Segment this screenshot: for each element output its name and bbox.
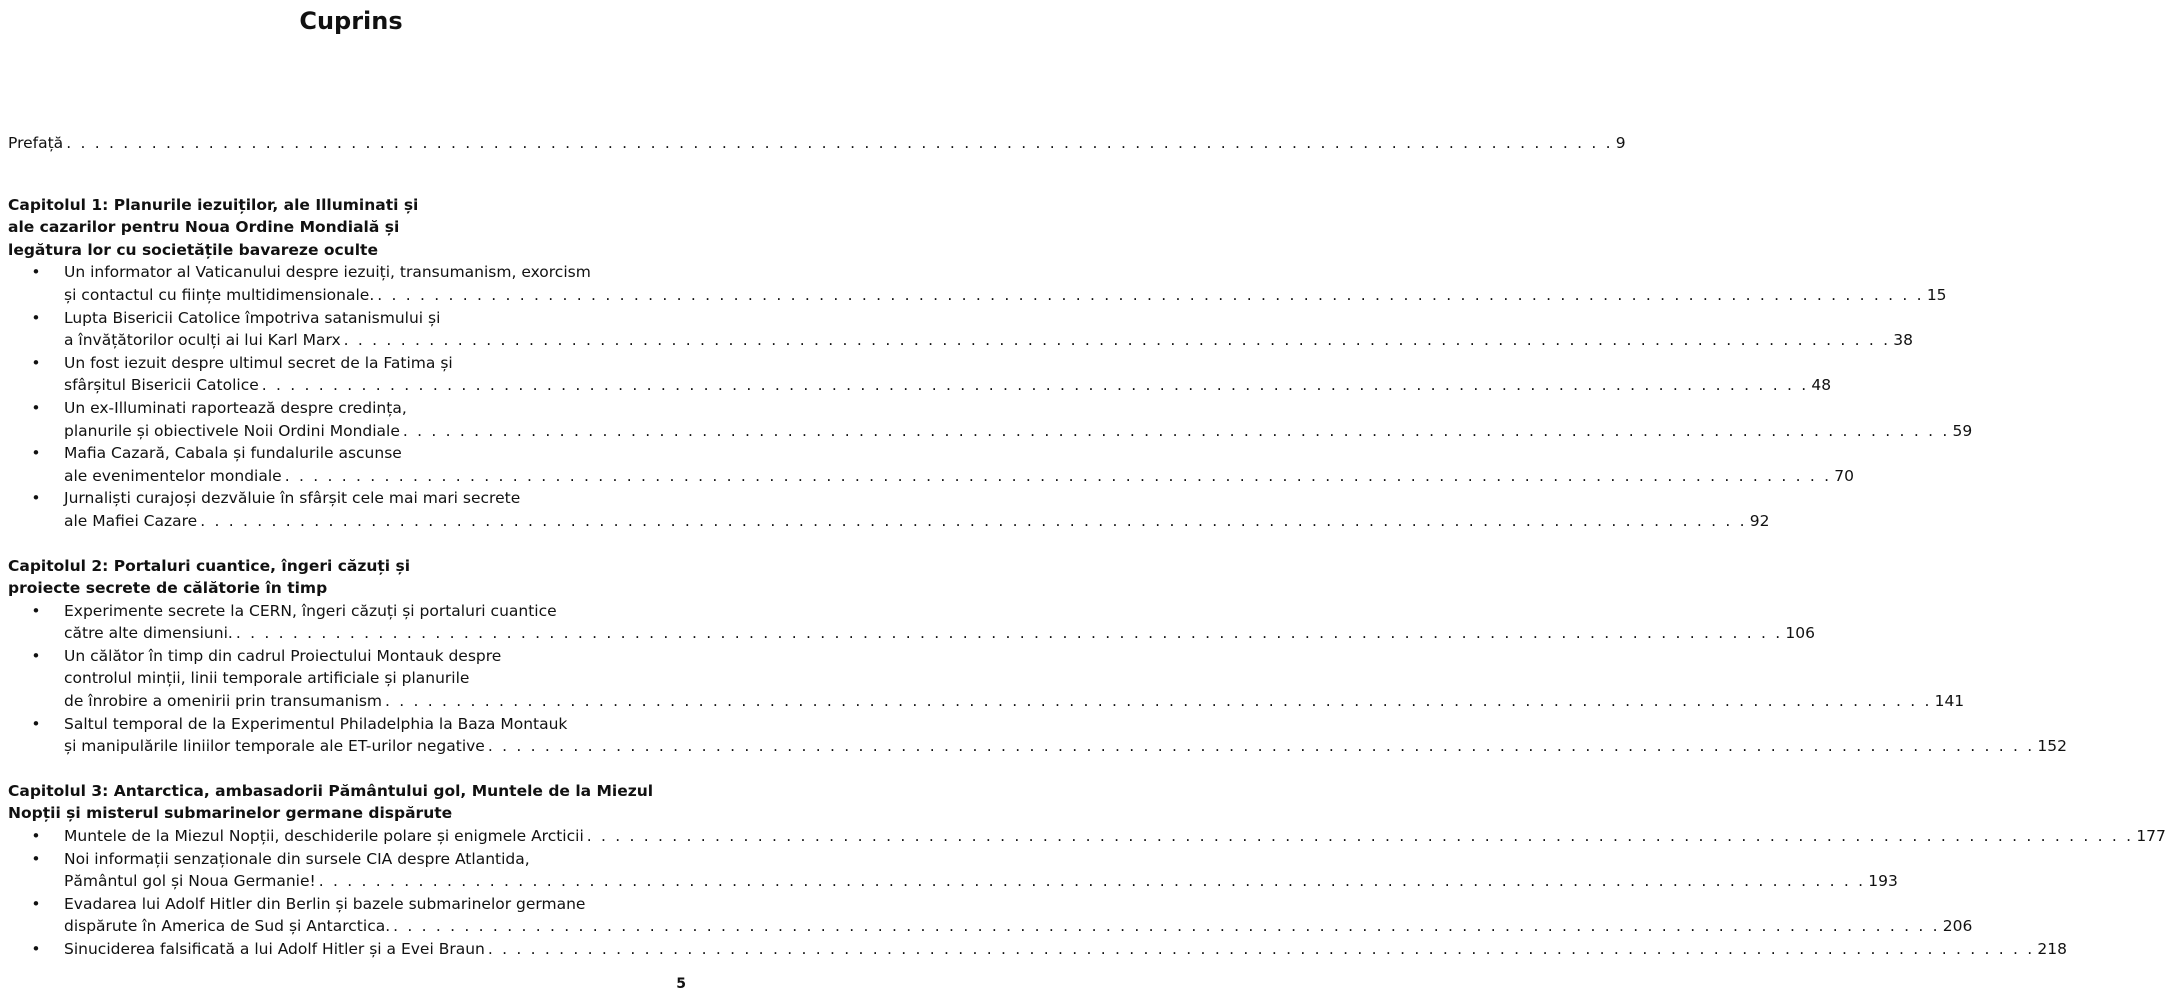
toc-entry-text: către alte dimensiuni. [64, 624, 233, 643]
toc-item-final-line [64, 465, 1854, 488]
toc-item[interactable] [8, 261, 1947, 306]
page-number: 92 [1749, 511, 1770, 530]
bullet-icon: • [31, 398, 41, 417]
toc-entry-text: planurile și obiectivele Noii Ordini Mondiale [64, 421, 400, 440]
toc-item-final-line [64, 374, 1831, 397]
dot-leader [344, 329, 1891, 352]
toc-item[interactable] [8, 645, 1965, 713]
bullet-icon: • [31, 263, 41, 282]
page-number: 152 [2037, 737, 2068, 756]
toc-item-final-line [64, 735, 2067, 758]
chapter-title-line: Capitolul 1: Planurile iezuiților, ale Illuminati și [8, 195, 419, 214]
page-number: 70 [1834, 466, 1854, 485]
chapter-title-line: proiecte secrete de călătorie în timp [8, 579, 328, 598]
bullet-icon: • [31, 940, 41, 958]
toc-item-final-line [64, 825, 2166, 848]
page-number: 9 [1615, 134, 1626, 152]
toc-item-line: Un ex-Illuminati raportează despre credința, [64, 398, 407, 417]
toc-item-final-line [64, 622, 1815, 645]
toc-item-final-line [64, 870, 1898, 893]
page-number: 141 [1934, 692, 1965, 711]
chapter-title[interactable] [8, 780, 678, 825]
toc-item[interactable] [8, 307, 1913, 352]
page-number: 206 [1942, 917, 1973, 936]
chapter-title-line: Nopții și misterul submarinelor germane dispărute [8, 804, 453, 823]
toc-item[interactable] [8, 352, 1832, 397]
toc-item-body [64, 307, 1913, 352]
toc-entry-text: a învățătorilor oculți ai lui Karl Marx [64, 331, 341, 350]
toc-item-body [64, 713, 2067, 758]
toc-item-line: Experimente secrete la CERN, îngeri căzuți și portaluri cuantice [64, 601, 557, 620]
toc-entry-text: Prefață [8, 134, 64, 152]
chapter-title-line: Capitolul 3: Antarctica, ambasadorii Pământului gol, Muntele de la Miezul [8, 781, 654, 800]
toc-entry-text: Sinuciderea falsificată a lui Adolf Hitler și a Evei Braun [64, 940, 485, 958]
page-title: Cuprins [299, 7, 403, 35]
toc-item[interactable] [8, 600, 1815, 645]
page-number: 218 [2037, 940, 2068, 958]
toc-entry-text: sfârșitul Bisericii Catolice [64, 376, 259, 395]
toc-item-final-line [64, 915, 1972, 938]
bullet-icon: • [31, 489, 41, 508]
toc-entry-text: Pământul gol și Noua Germanie! [64, 872, 316, 891]
toc-item-line: Lupta Bisericii Catolice împotriva satanismului și [64, 308, 441, 327]
chapter-title[interactable] [8, 555, 678, 600]
toc-item-line: Un călător în timp din cadrul Proiectului Montauk despre [64, 646, 502, 665]
dot-leader [403, 420, 1950, 443]
bullet-icon: • [31, 444, 41, 463]
toc-item-body [64, 397, 1972, 442]
toc-entry-text: ale Mafiei Cazare [64, 511, 198, 530]
page-number: 59 [1952, 421, 1973, 440]
toc-item[interactable] [8, 848, 1898, 893]
toc-entry-text: dispărute în America de Sud și Antarctica. [64, 917, 391, 936]
toc-item-final-line [64, 420, 1972, 443]
bullet-icon: • [31, 646, 41, 665]
toc-item-body [64, 825, 2166, 848]
toc-item[interactable] [8, 938, 2068, 961]
toc-item[interactable] [8, 487, 1770, 532]
toc-item[interactable] [8, 893, 1973, 938]
dot-leader [262, 374, 1809, 397]
toc-item-body [64, 442, 1854, 487]
toc-item-line: Jurnaliști curajoși dezvăluie în sfârșit cele mai mari secrete [64, 489, 521, 508]
dot-leader [587, 825, 2134, 848]
toc-item-line: Un informator al Vaticanului despre iezuiți, transumanism, exorcism [64, 263, 591, 282]
page-number: 106 [1785, 624, 1815, 643]
dot-leader [200, 510, 1747, 533]
chapter-title-line: ale cazarilor pentru Noua Ordine Mondială și [8, 218, 400, 237]
toc-item-line: Un fost iezuit despre ultimul secret de la Fatima și [64, 353, 453, 372]
toc-item-line: Mafia Cazară, Cabala și fundalurile ascunse [64, 444, 402, 463]
dot-leader [285, 465, 1832, 488]
toc-item-body [64, 600, 1815, 645]
bullet-icon: • [31, 894, 41, 913]
toc-item-body [64, 848, 1898, 893]
toc-item-final-line [64, 938, 2067, 961]
toc-item-body [64, 487, 1770, 532]
toc-entry-text: de înrobire a omenirii prin transumanism [64, 692, 383, 711]
bullet-icon: • [31, 849, 41, 868]
dot-leader [393, 915, 1940, 938]
chapter-3 [8, 780, 2166, 961]
toc-entry-text: și contactul cu ființe multidimensionale. [64, 285, 375, 304]
bullet-icon: • [31, 308, 41, 327]
chapter-title[interactable] [8, 194, 678, 262]
toc-item-body [64, 261, 1947, 306]
toc-item-final-line [64, 284, 1947, 307]
page-number: 48 [1811, 376, 1832, 395]
toc-item[interactable] [8, 713, 2068, 758]
folio-page-number: 5 [676, 976, 686, 992]
toc-item-body [64, 893, 1972, 938]
toc-item-final-line [64, 510, 1770, 533]
toc-item-final-line [64, 329, 1913, 352]
toc-item-line: Evadarea lui Adolf Hitler din Berlin și bazele submarinelor germane [64, 894, 586, 913]
toc-item-body [64, 938, 2067, 961]
bullet-icon: • [31, 353, 41, 372]
page-number: 193 [1868, 872, 1898, 891]
bullet-icon: • [31, 601, 41, 620]
toc-item-line: Noi informații senzaționale din sursele CIA despre Atlantida, [64, 849, 530, 868]
chapter-title-line: Capitolul 2: Portaluri cuantice, îngeri căzuți și [8, 556, 411, 575]
dot-leader [66, 132, 1613, 155]
dot-leader [385, 690, 1932, 713]
dot-leader [488, 938, 2035, 961]
toc-item-final-line [64, 690, 1964, 713]
toc-item-line: controlul minții, linii temporale artificiale și planurile [64, 669, 470, 688]
toc-item-body [64, 352, 1831, 397]
toc-item[interactable] [8, 397, 1973, 442]
page-number: 15 [1926, 285, 1947, 304]
toc-item-body [64, 645, 1964, 713]
chapter-2 [8, 555, 2068, 758]
toc-item[interactable] [8, 825, 2166, 848]
toc-entry-text: Muntele de la Miezul Nopții, deschiderile polare și enigmele Arcticii [64, 827, 584, 846]
chapter-1 [8, 194, 1973, 533]
dot-leader [319, 870, 1866, 893]
toc-entry-preface[interactable] [8, 132, 1626, 155]
table-of-contents [8, 132, 2166, 961]
dot-leader [236, 622, 1783, 645]
dot-leader [488, 735, 2035, 758]
bullet-icon: • [31, 827, 41, 846]
toc-item[interactable] [8, 442, 1854, 487]
page-number: 177 [2136, 827, 2166, 846]
dot-leader [377, 284, 1924, 307]
page-number: 38 [1893, 331, 1913, 350]
toc-item-line: Saltul temporal de la Experimentul Philadelphia la Baza Montauk [64, 714, 568, 733]
bullet-icon: • [31, 714, 41, 733]
toc-entry-text: ale evenimentelor mondiale [64, 466, 282, 485]
toc-entry-text: și manipulările liniilor temporale ale ET-urilor negative [64, 737, 485, 756]
chapter-title-line: legătura lor cu societățile bavareze oculte [8, 240, 378, 259]
